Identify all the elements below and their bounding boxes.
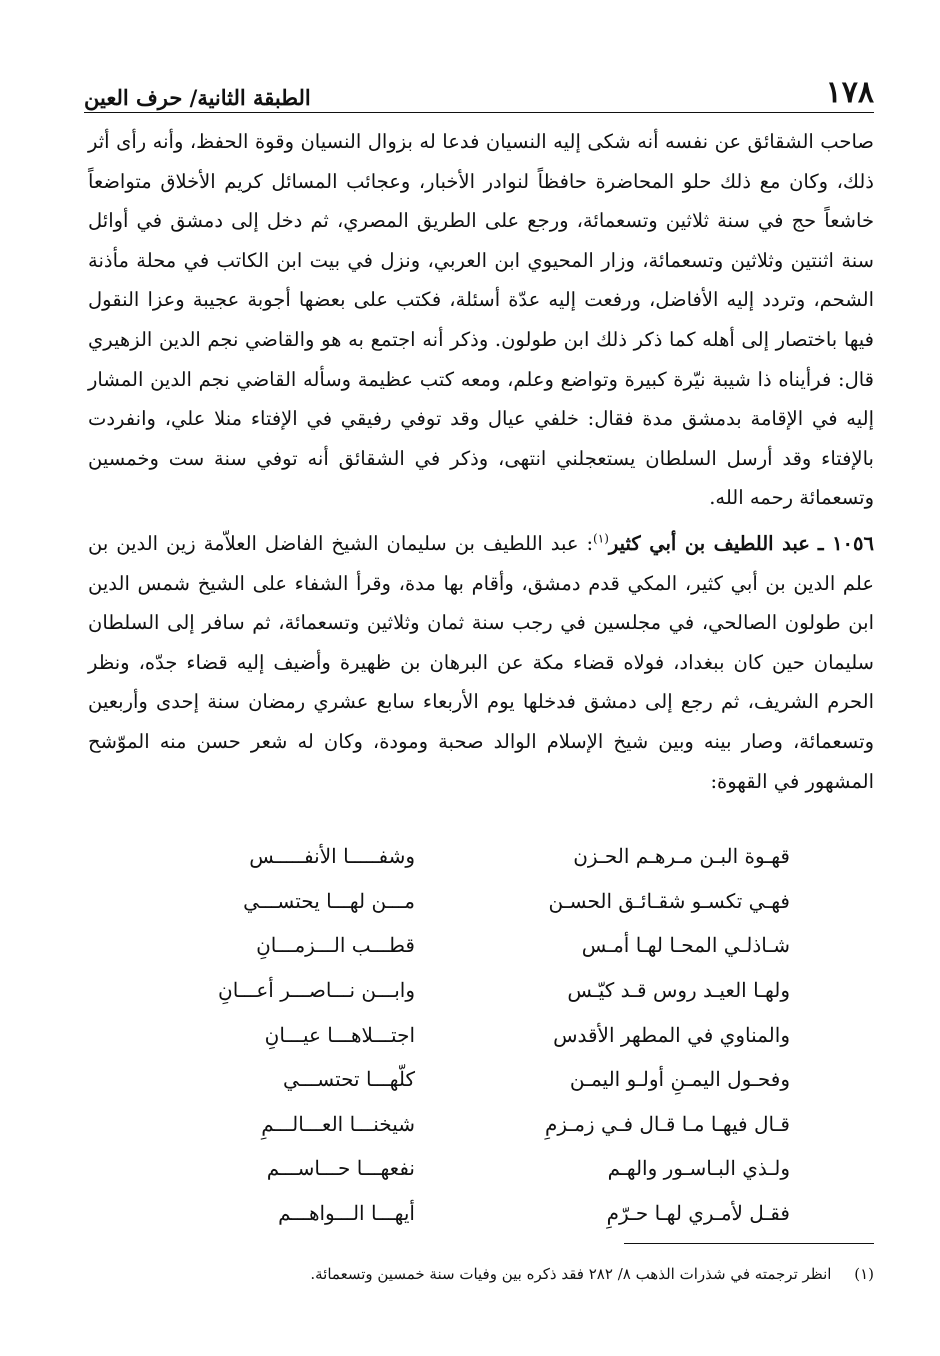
poem-verse [150,879,790,924]
running-title: الطبقة الثانية/ حرف العين [84,85,311,110]
entry-number: ١٠٥٦ ـ [817,531,874,555]
poem-verse [150,1057,790,1102]
poem-verse [150,923,790,968]
verse-second-hemistich: وابـــن نـــاصـــر أعـــانِ [218,978,415,1003]
verse-second-hemistich: كلّهـــا تحتســـي [283,1067,415,1092]
poem-verse [150,1191,790,1236]
verse-second-hemistich: اجتـــلاهـــا عيـــانِ [264,1022,415,1047]
entry-text: : عبد اللطيف بن سليمان الشيخ الفاضل العلاّمة زين الدين بن علم الدين بن أبي كثير، المكي قدم دمشق، وأقام بها مدة، وقرأ الشفاء على الشيخ شمس الدين ابن طولون الصالحي، في مجلسين في رجب سنة ثمان وثلاثين وتسعمائة، ثم سافر إلى السلطان سليمان حين كان ببغداد، فولاه قضاء مكة عن البرهان بن ظهيرة وأضيف إليه قضاء جدّه، ونظر الحرم الشريف، ثم رجع إلى دمشق فدخلها يوم الأربعاء سابع عشري رمضان سنة إحدى وأربعين وتسعمائة، وصار بينه وبين شيخ الإسلام الوالد صحبة ومودة، وكان له شعر حسن منه الموّشح المشهور في القهوة: [88,531,874,793]
page-header [84,62,874,108]
poem-verse [150,1146,790,1191]
verse-first-hemistich: شـاذلـي المحـا لهـا أمـس [581,933,790,958]
entry-name: عبد اللطيف بن أبي كثير [608,531,810,555]
poem-verse [150,834,790,879]
verse-first-hemistich: وفحـول اليمـنِ أولـو اليمـن [569,1067,790,1092]
entry-paragraph [88,524,874,801]
footnote-marker: (١) [854,1265,874,1283]
poem-verse [150,968,790,1013]
verse-first-hemistich: فهـي تكسـو شقـائـق الحسـن [548,888,790,913]
poem-verse [150,1102,790,1147]
verse-first-hemistich: فقـل لأمـري لهـا حـرّمِ [606,1201,790,1226]
footnote-ref[interactable]: (١) [593,531,609,546]
body-text [88,122,874,801]
verse-second-hemistich: شيخنـــا العـــالـــمِ [261,1111,415,1136]
page-number: ١٧٨ [825,75,874,110]
verse-first-hemistich: قهـوة البـن مـرهـم الحـزن [573,844,790,869]
verse-second-hemistich: أيهـــا الـــواهـــم [278,1201,415,1226]
verse-second-hemistich: قطـــب الـــزمـــانِ [256,933,415,958]
footnote-rule [624,1243,874,1244]
paragraph-continuation: صاحب الشقائق عن نفسه أنه شكى إليه النسيان فدعا له بزوال النسيان وقوة الحفظ، وأنه رأى أثر ذلك، وكان مع ذلك حلو المحاضرة حافظاً لنوادر الأخبار، وعجائب المسائل كريم الأخلاق متواضعاً خاشعاً حج في سنة ثلاثين وتسعمائة، ورجع على الطريق المصري، ثم دخل إلى دمشق في أوائل سنة اثنتين وثلاثين وتسعمائة، وزار المحيوي ابن العربي، ونزل في بيت ابن الكاتب في محلة مأذنة الشحم، وتردد إليه الأفاضل، ورفعت إليه عدّة أسئلة، فكتب على بعضها أجوبة عجيبة وعزا النقول فيها باختصار إلى أهله كما ذكر ذلك ابن طولون. وذكر أنه اجتمع به هو والقاضي نجم الدين الزهيري قال: فرأيناه ذا شيبة نيّرة كبيرة وتواضع وعلم، ومعه كتب عظيمة وسأله القاضي نجم الدين المشار إليه في الإقامة بدمشق مدة فقال: خلفي عيال وقد توفي رفيقي في الإفتاء منلا علي، وانفردت بالإفتاء وقد أرسل السلطان يستعجلني انتهى، وذكر في الشقائق أنه توفي سنة ست وخمسين وتسعمائة رحمه الله. [88,130,874,510]
verse-first-hemistich: ولهـا العيـد روس قـد كيّـس [567,978,790,1003]
footnote [174,1262,874,1286]
header-rule [84,112,874,113]
verse-second-hemistich: مـــن لهـــا يحتســـي [243,888,415,913]
verse-second-hemistich: نفعهـــا حـــاســـم [266,1156,415,1181]
verse-first-hemistich: قـال فيهـا مـا قـال فـي زمـزمِ [544,1111,790,1136]
verse-second-hemistich: وشفـــــا الأنفـــــس [249,844,415,869]
verse-first-hemistich: ولـذي البـاسـور والهـم [607,1156,790,1181]
footnote-text: انظر ترجمته في شذرات الذهب ٨/ ٢٨٢ فقد ذكره بين وفيات سنة خمسين وتسعمائة. [310,1265,832,1283]
poem [150,834,790,1235]
verse-first-hemistich: والمناوي في المطهر الأقدس [553,1022,790,1047]
poem-verse [150,1012,790,1057]
